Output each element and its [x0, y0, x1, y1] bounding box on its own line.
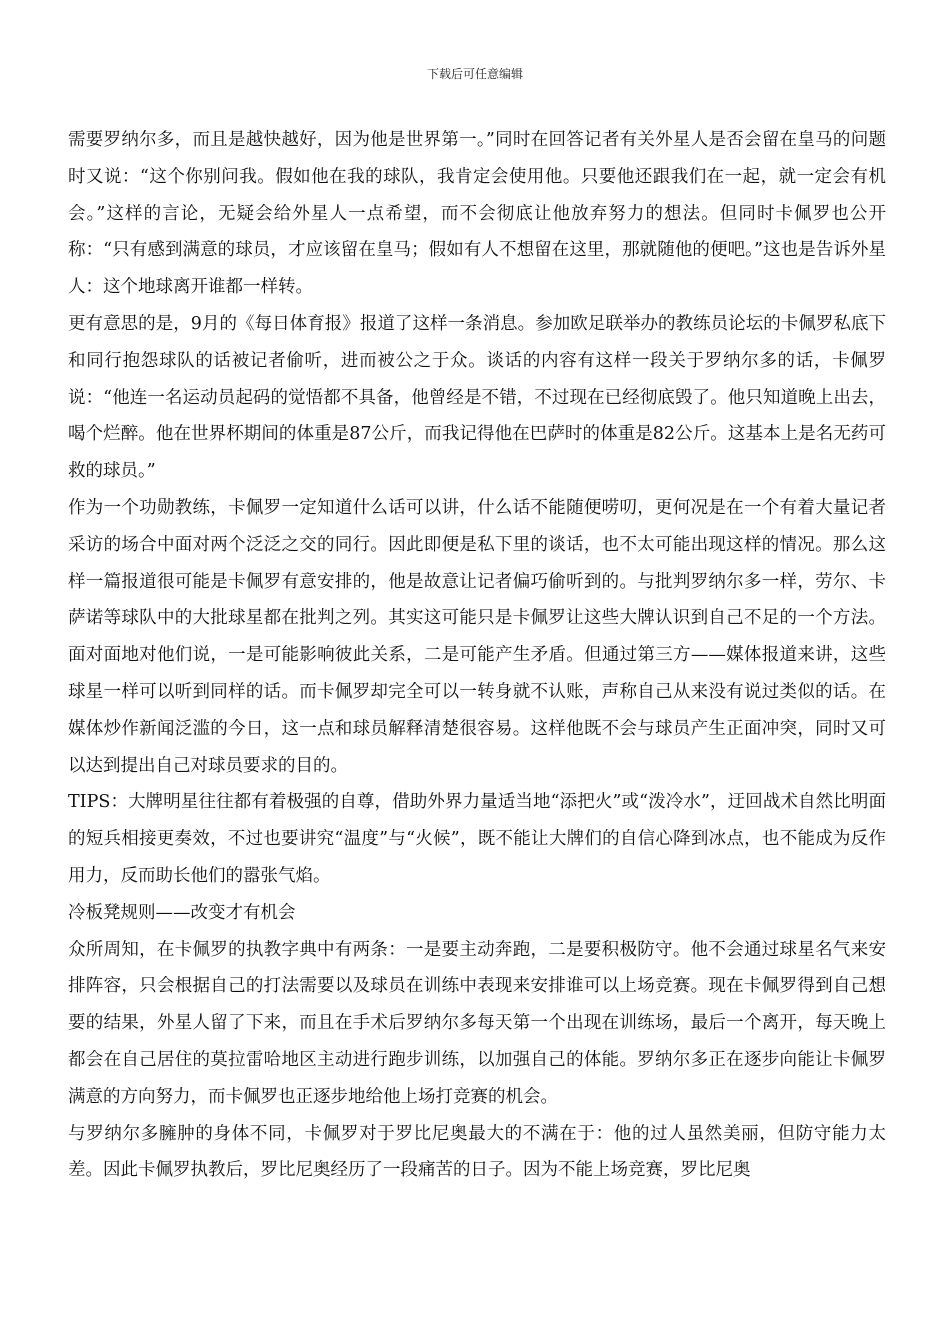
paragraph: 更有意思的是，9月的《每日体育报》报道了这样一条消息。参加欧足联举办的教练员论坛的卡佩罗私底下和同行抱怨球队的话被记者偷听，进而被公之于众。谈话的内容有这样一段关于罗纳尔多的话，卡佩罗说：“他连一名运动员起码的觉悟都不具备，他曾经是不错，不过现在已经彻底毁了。他只知道晚上出去，喝个烂醉。他在世界杯期间的体重是87公斤，而我记得他在巴萨时的体重是82公斤。这基本上是名无药可救的球员。”	[68, 313, 886, 482]
document-body	[68, 122, 886, 1189]
page-header: 下载后可任意编辑	[426, 67, 523, 81]
section-heading: 冷板凳规则——改变才有机会	[68, 902, 296, 923]
paragraph: 与罗纳尔多臃肿的身体不同，卡佩罗对于罗比尼奥最大的不满在于：他的过人虽然美丽，但防守能力太差。因此卡佩罗执教后，罗比尼奥经历了一段痛苦的日子。因为不能上场竞赛，罗比尼奥	[68, 1123, 886, 1181]
paragraph: 众所周知，在卡佩罗的执教字典中有两条：一是要主动奔跑，二是要积极防守。他不会通过球星名气来安排阵容，只会根据自己的打法需要以及球员在训练中表现来安排谁可以上场竞赛。现在卡佩罗得到自己想要的结果，外星人留了下来，而且在手术后罗纳尔多每天第一个出现在训练场，最后一个离开，每天晚上都会在自己居住的莫拉雷哈地区主动进行跑步训练，以加强自己的体能。罗纳尔多正在逐步向能让卡佩罗满意的方向努力，而卡佩罗也正逐步地给他上场打竞赛的机会。	[68, 939, 886, 1107]
paragraph: 作为一个功勋教练，卡佩罗一定知道什么话可以讲，什么话不能随便唠叨，更何况是在一个有着大量记者采访的场合中面对两个泛泛之交的同行。因此即便是私下里的谈话，也不太可能出现这样的情况。那么这样一篇报道很可能是卡佩罗有意安排的，他是故意让记者偏巧偷听到的。与批判罗纳尔多一样，劳尔、卡萨诺等球队中的大批球星都在批判之列。其实这可能只是卡佩罗让这些大牌认识到自己不足的一个方法。面对面地对他们说，一是可能影响彼此关系，二是可能产生矛盾。但通过第三方——媒体报道来讲，这些球星一样可以听到同样的话。而卡佩罗却完全可以一转身就不认账，声称自己从来没有说过类似的话。在媒体炒作新闻泛滥的今日，这一点和球员解释清楚很容易。这样他既不会与球员产生正面冲突，同时又可以达到提出自己对球员要求的目的。	[68, 497, 886, 776]
paragraph: 需要罗纳尔多，而且是越快越好，因为他是世界第一。”同时在回答记者有关外星人是否会留在皇马的问题时又说：“这个你别问我。假如他在我的球队，我肯定会使用他。只要他还跟我们在一起，就一定会有机会。”这样的言论，无疑会给外星人一点希望，而不会彻底让他放弃努力的想法。但同时卡佩罗也公开称：“只有感到满意的球员，才应该留在皇马；假如有人不想留在这里，那就随他的便吧。”这也是告诉外星人：这个地球离开谁都一样转。	[68, 130, 886, 298]
paragraph: TIPS：大牌明星往往都有着极强的自尊，借助外界力量适当地“添把火”或“泼冷水”，迂回战术自然比明面的短兵相接更奏效，不过也要讲究“温度”与“火候”，既不能让大牌们的自信心降到冰点，也不能成为反作用力，反而助长他们的嚣张气焰。	[68, 792, 886, 886]
